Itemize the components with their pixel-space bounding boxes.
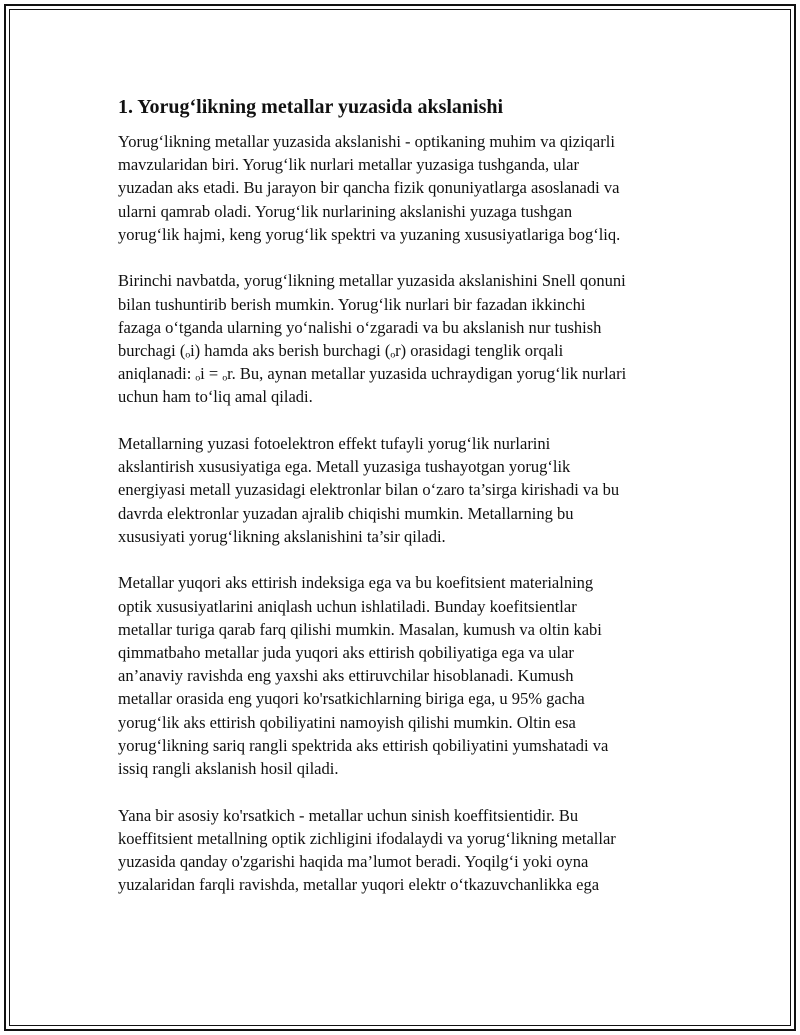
paragraph-5: [118, 804, 698, 897]
text-line: xususiyati yorug‘likning akslanishini ta’sir qiladi.: [118, 526, 446, 546]
text-line: energiyasi metall yuzasidagi elektronlar bilan o‘zaro ta’sirga kirishadi va bu: [118, 480, 620, 500]
text-line: an’anaviy ravishda eng yaxshi aks ettiruvchilar hisoblanadi. Kumush: [118, 666, 574, 686]
text-line: Metallar yuqori aks ettirish indeksiga ega va bu koefitsient materialning: [118, 573, 594, 593]
text-line: yorug‘lik hajmi, keng yorug‘lik spektri va yuzaning xususiyatlariga bog‘liq.: [118, 224, 621, 244]
text-line: yuzalaridan farqli ravishda, metallar yuqori elektr o‘tkazuvchanlikka ega: [118, 875, 600, 895]
text-line: metallar turiga qarab farq qilishi mumkin. Masalan, kumush va oltin kabi: [118, 619, 602, 639]
text-line: Yorug‘likning metallar yuzasida akslanishi - optikaning muhim va qiziqarli: [118, 132, 615, 151]
text-line: akslantirish xususiyatiga ega. Metall yuzasiga tushayotgan yorug‘lik: [118, 457, 571, 477]
text-line: yuzadan aks etadi. Bu jarayon bir qancha fizik qonuniyatlarga asoslanadi va: [118, 178, 620, 198]
paragraph-3: [118, 432, 698, 548]
section-heading: 1. Yorug‘likning metallar yuzasida akslanishi: [118, 96, 504, 118]
text-line: yorug‘likning sariq rangli spektrida aks ettirish qobiliyatini yumshatadi va: [118, 735, 609, 755]
paragraph-1: [118, 130, 698, 246]
document-body: [118, 94, 698, 920]
text-line: aniqlanadi: ₒi = ₒr. Bu, aynan metallar yuzasida uchraydigan yorug‘lik nurlari: [118, 364, 627, 384]
text-line: ularni qamrab oladi. Yorug‘lik nurlarining akslanishi yuzaga tushgan: [118, 201, 573, 221]
text-line: Birinchi navbatda, yorug‘likning metallar yuzasida akslanishini Snell qonuni: [118, 271, 626, 291]
text-line: davrda elektronlar yuzadan ajralib chiqishi mumkin. Metallarning bu: [118, 503, 574, 523]
text-line: bilan tushuntirib berish mumkin. Yorug‘lik nurlari bir fazadan ikkinchi: [118, 294, 586, 314]
text-line: qimmatbaho metallar juda yuqori aks ettirish qobiliyatiga ega va ular: [118, 643, 574, 663]
text-line: mavzularidan biri. Yorug‘lik nurlari metallar yuzasiga tushganda, ular: [118, 155, 579, 175]
text-line: koeffitsient metallning optik zichligini ifodalaydi va yorug‘likning metallar: [118, 828, 616, 848]
text-line: optik xususiyatlarini aniqlash uchun ishlatiladi. Bunday koefitsientlar: [118, 596, 577, 616]
text-line: Yana bir asosiy ko'rsatkich - metallar uchun sinish koeffitsientidir. Bu: [118, 805, 579, 825]
text-line: uchun ham to‘liq amal qiladi.: [118, 387, 313, 407]
text-line: burchagi (ₒi) hamda aks berish burchagi (ₒr) orasidagi tenglik orqali: [118, 341, 564, 361]
text-line: issiq rangli akslanish hosil qiladi.: [118, 759, 339, 779]
paragraph-2: [118, 269, 698, 408]
text-line: yorug‘lik aks ettirish qobiliyatini namoyish qilishi mumkin. Oltin esa: [118, 712, 576, 732]
text-line: fazaga o‘tganda ularning yo‘nalishi o‘zgaradi va bu akslanish nur tushish: [118, 317, 602, 337]
text-line: yuzasida qanday o'zgarishi haqida ma’lumot beradi. Yoqilg‘i yoki oyna: [118, 852, 589, 872]
text-line: Metallarning yuzasi fotoelektron effekt tufayli yorug‘lik nurlarini: [118, 434, 551, 454]
text-line: metallar orasida eng yuqori ko'rsatkichlarning biriga ega, u 95% gacha: [118, 689, 585, 709]
paragraph-4: [118, 571, 698, 780]
